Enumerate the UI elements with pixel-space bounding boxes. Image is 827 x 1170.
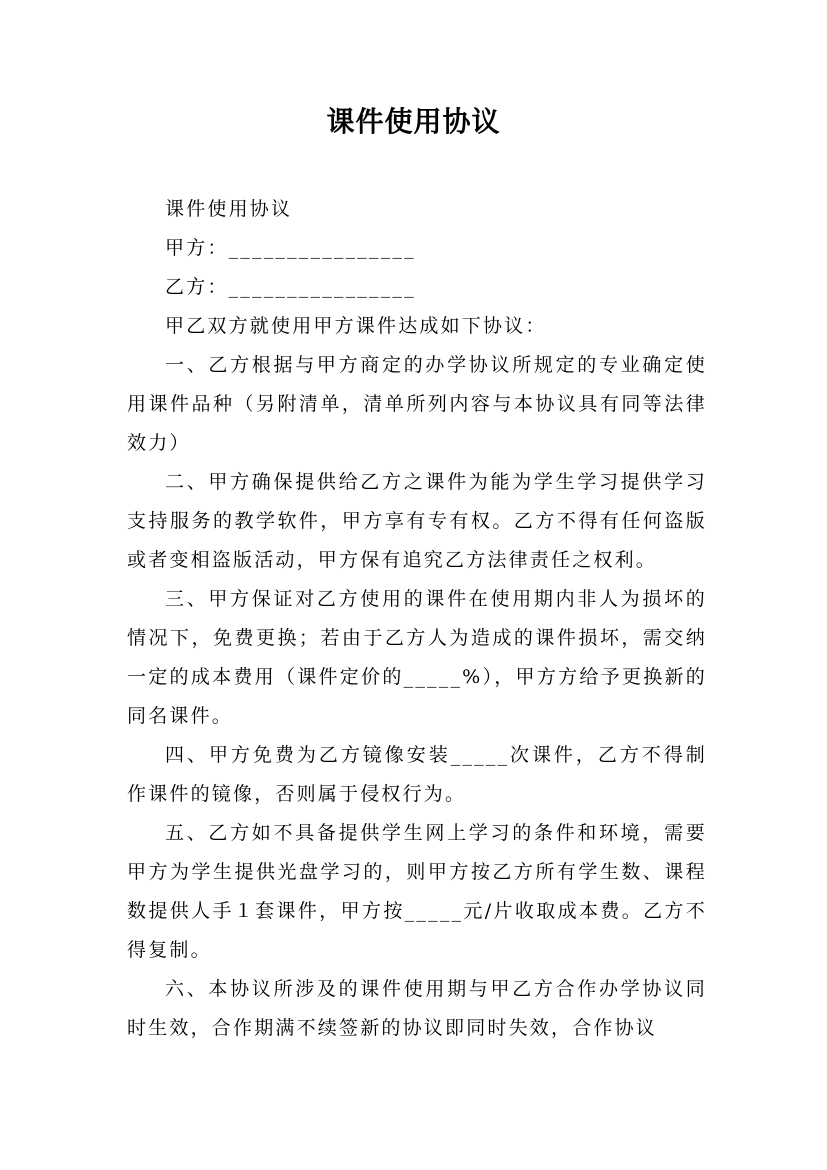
document-title: 课件使用协议 [326,105,501,138]
clause-5: 五、乙方如不具备提供学生网上学习的条件和环境，需要甲方为学生提供光盘学习的，则甲方按乙方所有学生数、课程数提供人手１套课件，甲方按_____元/片收取成本费。乙方不得复制。 [127,822,707,961]
document-body [127,190,707,1048]
clause-1: 一、乙方根据与甲方商定的办学协议所规定的专业确定使用课件品种（另附清单，清单所列内容与本协议具有同等法律效力） [127,354,707,454]
paragraph-party-b: 乙方：________________ [165,276,416,298]
clause-4: 四、甲方免费为乙方镜像安装_____次课件，乙方不得制作课件的镜像，否则属于侵权行为。 [127,744,707,805]
clause-6: 六、本协议所涉及的课件使用期与甲乙方合作办学协议同时生效，合作期满不续签新的协议即同时失效，合作协议 [127,978,707,1039]
paragraph-preamble: 甲乙双方就使用甲方课件达成如下协议： [165,315,547,337]
paragraph-heading: 课件使用协议 [165,198,293,220]
clause-3: 三、甲方保证对乙方使用的课件在使用期内非人为损坏的情况下，免费更换；若由于乙方人为造成的课件损坏，需交纳一定的成本费用（课件定价的_____%），甲方方给予更换新的同名课件。 [127,588,707,727]
paragraph-party-a: 甲方：________________ [165,237,416,259]
clause-2: 二、甲方确保提供给乙方之课件为能为学生学习提供学习支持服务的教学软件，甲方享有专有权。乙方不得有任何盗版或者变相盗版活动，甲方保有追究乙方法律责任之权利。 [127,471,707,571]
